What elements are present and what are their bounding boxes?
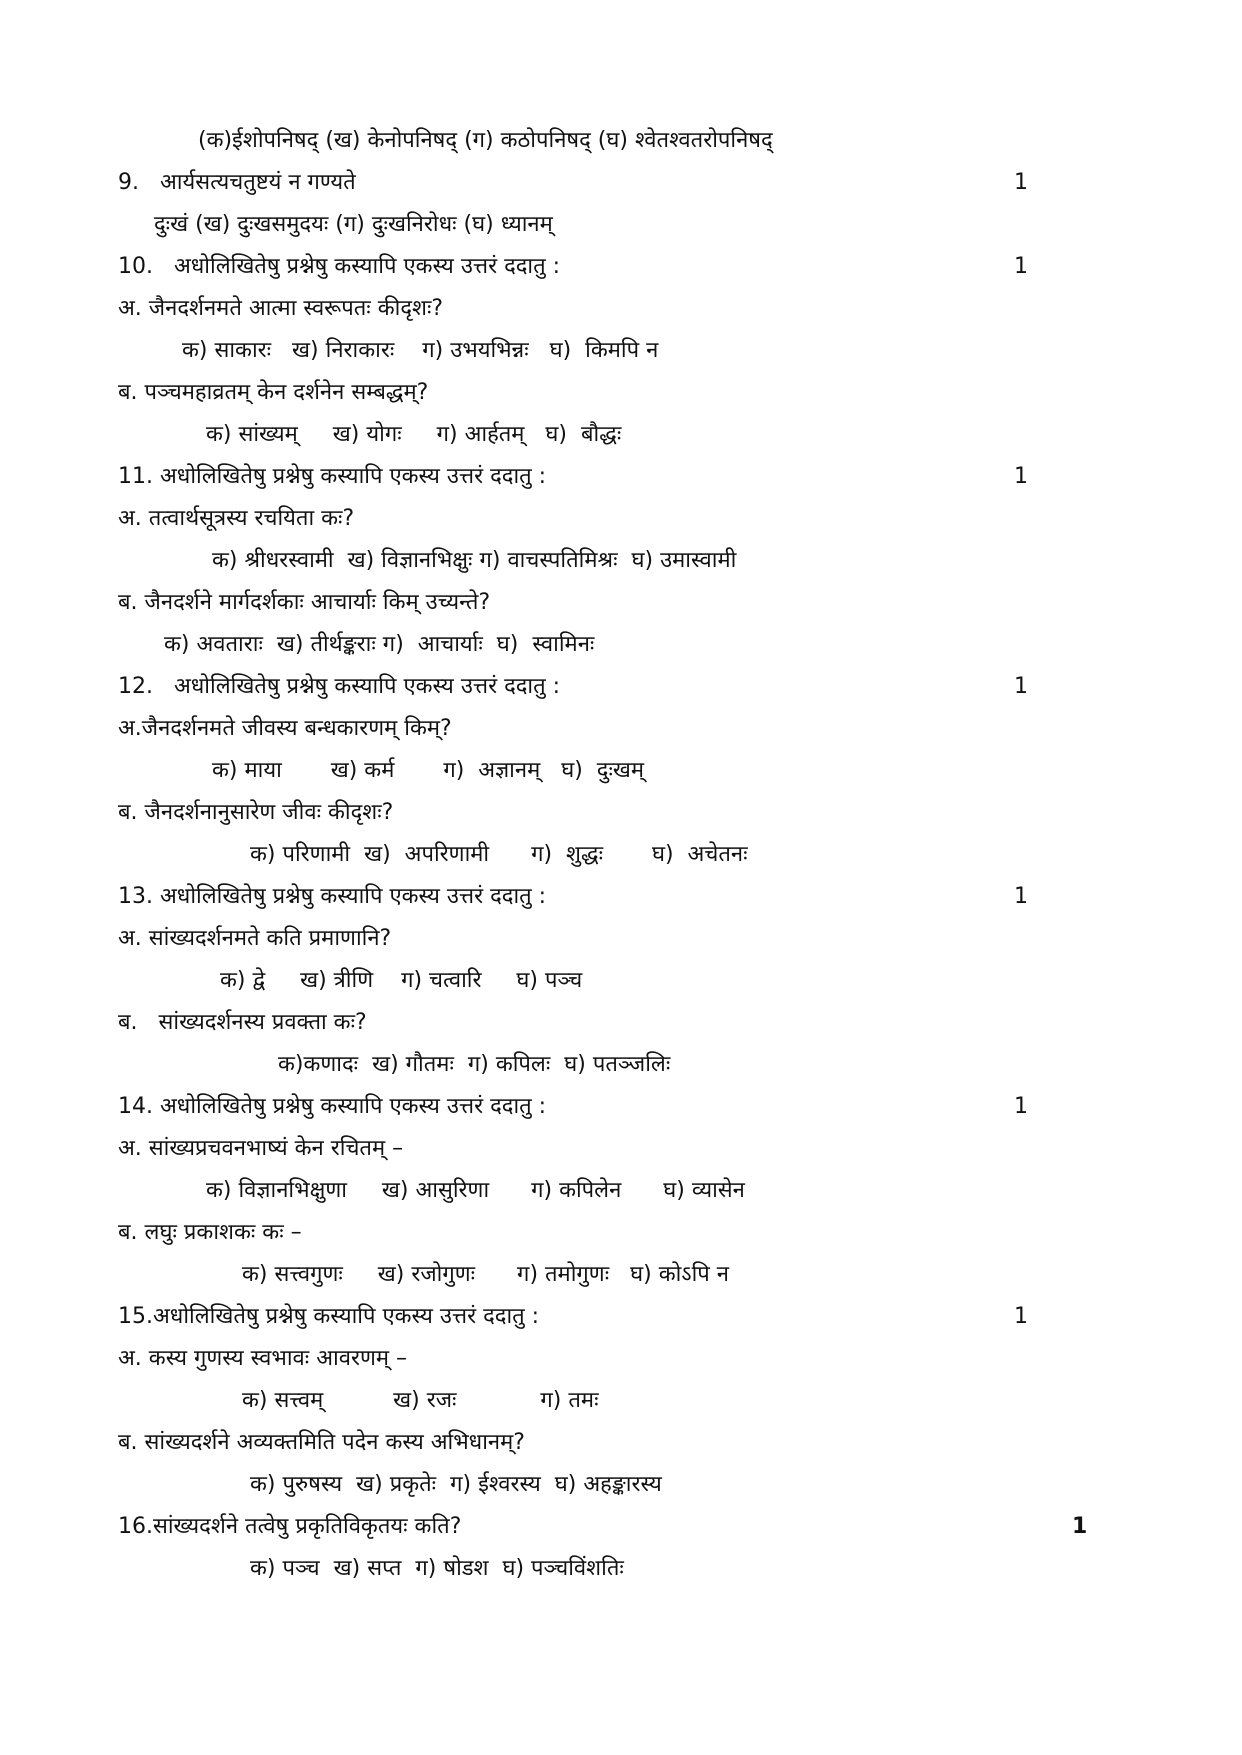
line-text: क) सत्त्वम् ख) रजः ग) तमः (242, 1388, 599, 1413)
sub-question-text: अ. सांख्यप्रचवनभाष्यं केन रचितम् – (118, 1136, 404, 1161)
question-text: 14. अधोलिखितेषु प्रश्नेषु कस्यापि एकस्य उत्तरं ददातु : (118, 1094, 547, 1119)
question-text: 12. अधोलिखितेषु प्रश्नेषु कस्यापि एकस्य उत्तरं ददातु : (118, 674, 561, 699)
question-line (0, 1296, 1242, 1338)
option-line (0, 624, 1242, 666)
line-text: क) सत्त्वगुणः ख) रजोगुणः ग) तमोगुणः घ) कोऽपि न (242, 1262, 729, 1287)
sub-question-line (0, 1422, 1242, 1464)
line-text: क) माया ख) कर्म ग) अज्ञानम् घ) दुःखम् (212, 758, 645, 783)
line-text: क) सांख्यम् ख) योगः ग) आर्हतम् घ) बौद्धः (206, 422, 622, 447)
question-text: 15.अधोलिखितेषु प्रश्नेषु कस्यापि एकस्य उत्तरं ददातु : (118, 1304, 540, 1329)
sub-question-text: ब. सांख्यदर्शने अव्यक्तमिति पदेन कस्य अभिधानम्? (118, 1430, 525, 1455)
marks-value: 1 (1014, 1304, 1028, 1329)
question-line (0, 666, 1242, 708)
option-line (0, 834, 1242, 876)
sub-question-line (0, 708, 1242, 750)
sub-question-text: अ. कस्य गुणस्य स्वभावः आवरणम् – (118, 1346, 407, 1371)
line-text: क)कणादः ख) गौतमः ग) कपिलः घ) पतञ्जलिः (278, 1052, 671, 1077)
marks-value: 1 (1014, 1094, 1028, 1119)
option-line (0, 414, 1242, 456)
line-text: क) परिणामी ख) अपरिणामी ग) शुद्धः घ) अचेतनः (250, 842, 748, 867)
marks-value: 1 (1014, 674, 1028, 699)
option-line (0, 330, 1242, 372)
option-line (0, 1044, 1242, 1086)
question-line (0, 162, 1242, 204)
option-line (0, 120, 1242, 162)
option-line (0, 204, 1242, 246)
question-line (0, 1506, 1242, 1548)
sub-question-line (0, 1212, 1242, 1254)
question-text: 9. आर्यसत्यचतुष्टयं न गण्यते (118, 170, 356, 195)
line-text: क) विज्ञानभिक्षुणा ख) आसुरिणा ग) कपिलेन घ) व्यासेन (206, 1178, 745, 1203)
line-text: क) पुरुषस्य ख) प्रकृतेः ग) ईश्वरस्य घ) अहङ्कारस्य (250, 1472, 662, 1497)
option-line (0, 960, 1242, 1002)
sub-question-text: अ. जैनदर्शनमते आत्मा स्वरूपतः कीदृशः? (118, 296, 444, 321)
marks-value: 1 (1072, 1514, 1088, 1539)
line-text: (क)ईशोपनिषद् (ख) केनोपनिषद् (ग) कठोपनिषद् (घ) श्वेतश्वतरोपनिषद् (198, 128, 773, 153)
line-text: दुःखं (ख) दुःखसमुदयः (ग) दुःखनिरोधः (घ) ध्यानम् (154, 212, 553, 237)
line-text: क) द्वे ख) त्रीणि ग) चत्वारि घ) पञ्च (220, 968, 583, 993)
sub-question-text: अ. सांख्यदर्शनमते कति प्रमाणानि? (118, 926, 392, 951)
question-line (0, 246, 1242, 288)
option-line (0, 540, 1242, 582)
sub-question-line (0, 498, 1242, 540)
line-text: क) साकारः ख) निराकारः ग) उभयभिन्नः घ) किमपि न (182, 338, 659, 363)
sub-question-line (0, 372, 1242, 414)
question-text: 13. अधोलिखितेषु प्रश्नेषु कस्यापि एकस्य उत्तरं ददातु : (118, 884, 547, 909)
line-text: क) श्रीधरस्वामी ख) विज्ञानभिक्षुः ग) वाचस्पतिमिश्रः घ) उमास्वामी (212, 548, 737, 573)
question-line (0, 876, 1242, 918)
sub-question-text: ब. लघुः प्रकाशकः कः – (118, 1220, 302, 1245)
sub-question-line (0, 1128, 1242, 1170)
option-line (0, 1548, 1242, 1590)
sub-question-line (0, 582, 1242, 624)
sub-question-line (0, 918, 1242, 960)
sub-question-text: ब. जैनदर्शनानुसारेण जीवः कीदृशः? (118, 800, 394, 825)
question-text: 16.सांख्यदर्शने तत्वेषु प्रकृतिविकृतयः कति? (118, 1514, 462, 1539)
question-line (0, 456, 1242, 498)
option-line (0, 1170, 1242, 1212)
line-text: क) अवताराः ख) तीर्थङ्कराः ग) आचार्याः घ) स्वामिनः (164, 632, 595, 657)
sub-question-text: ब. सांख्यदर्शनस्य प्रवक्ता कः? (118, 1010, 367, 1035)
sub-question-line (0, 288, 1242, 330)
option-line (0, 750, 1242, 792)
question-line (0, 1086, 1242, 1128)
line-text: क) पञ्च ख) सप्त ग) षोडश घ) पञ्चविंशतिः (250, 1556, 624, 1581)
sub-question-text: अ.जैनदर्शनमते जीवस्य बन्धकारणम् किम्? (118, 716, 452, 741)
sub-question-line (0, 1338, 1242, 1380)
marks-value: 1 (1014, 464, 1028, 489)
option-line (0, 1254, 1242, 1296)
sub-question-line (0, 792, 1242, 834)
sub-question-text: ब. जैनदर्शने मार्गदर्शकाः आचार्याः किम् उच्यन्ते? (118, 590, 491, 615)
sub-question-line (0, 1002, 1242, 1044)
sub-question-text: ब. पञ्चमहाव्रतम् केन दर्शनेन सम्बद्धम्? (118, 380, 429, 405)
option-line (0, 1464, 1242, 1506)
marks-value: 1 (1014, 170, 1028, 195)
marks-value: 1 (1014, 884, 1028, 909)
option-line (0, 1380, 1242, 1422)
sub-question-text: अ. तत्वार्थसूत्रस्य रचयिता कः? (118, 506, 355, 531)
marks-value: 1 (1014, 254, 1028, 279)
question-text: 10. अधोलिखितेषु प्रश्नेषु कस्यापि एकस्य उत्तरं ददातु : (118, 254, 561, 279)
question-text: 11. अधोलिखितेषु प्रश्नेषु कस्यापि एकस्य उत्तरं ददातु : (118, 464, 547, 489)
